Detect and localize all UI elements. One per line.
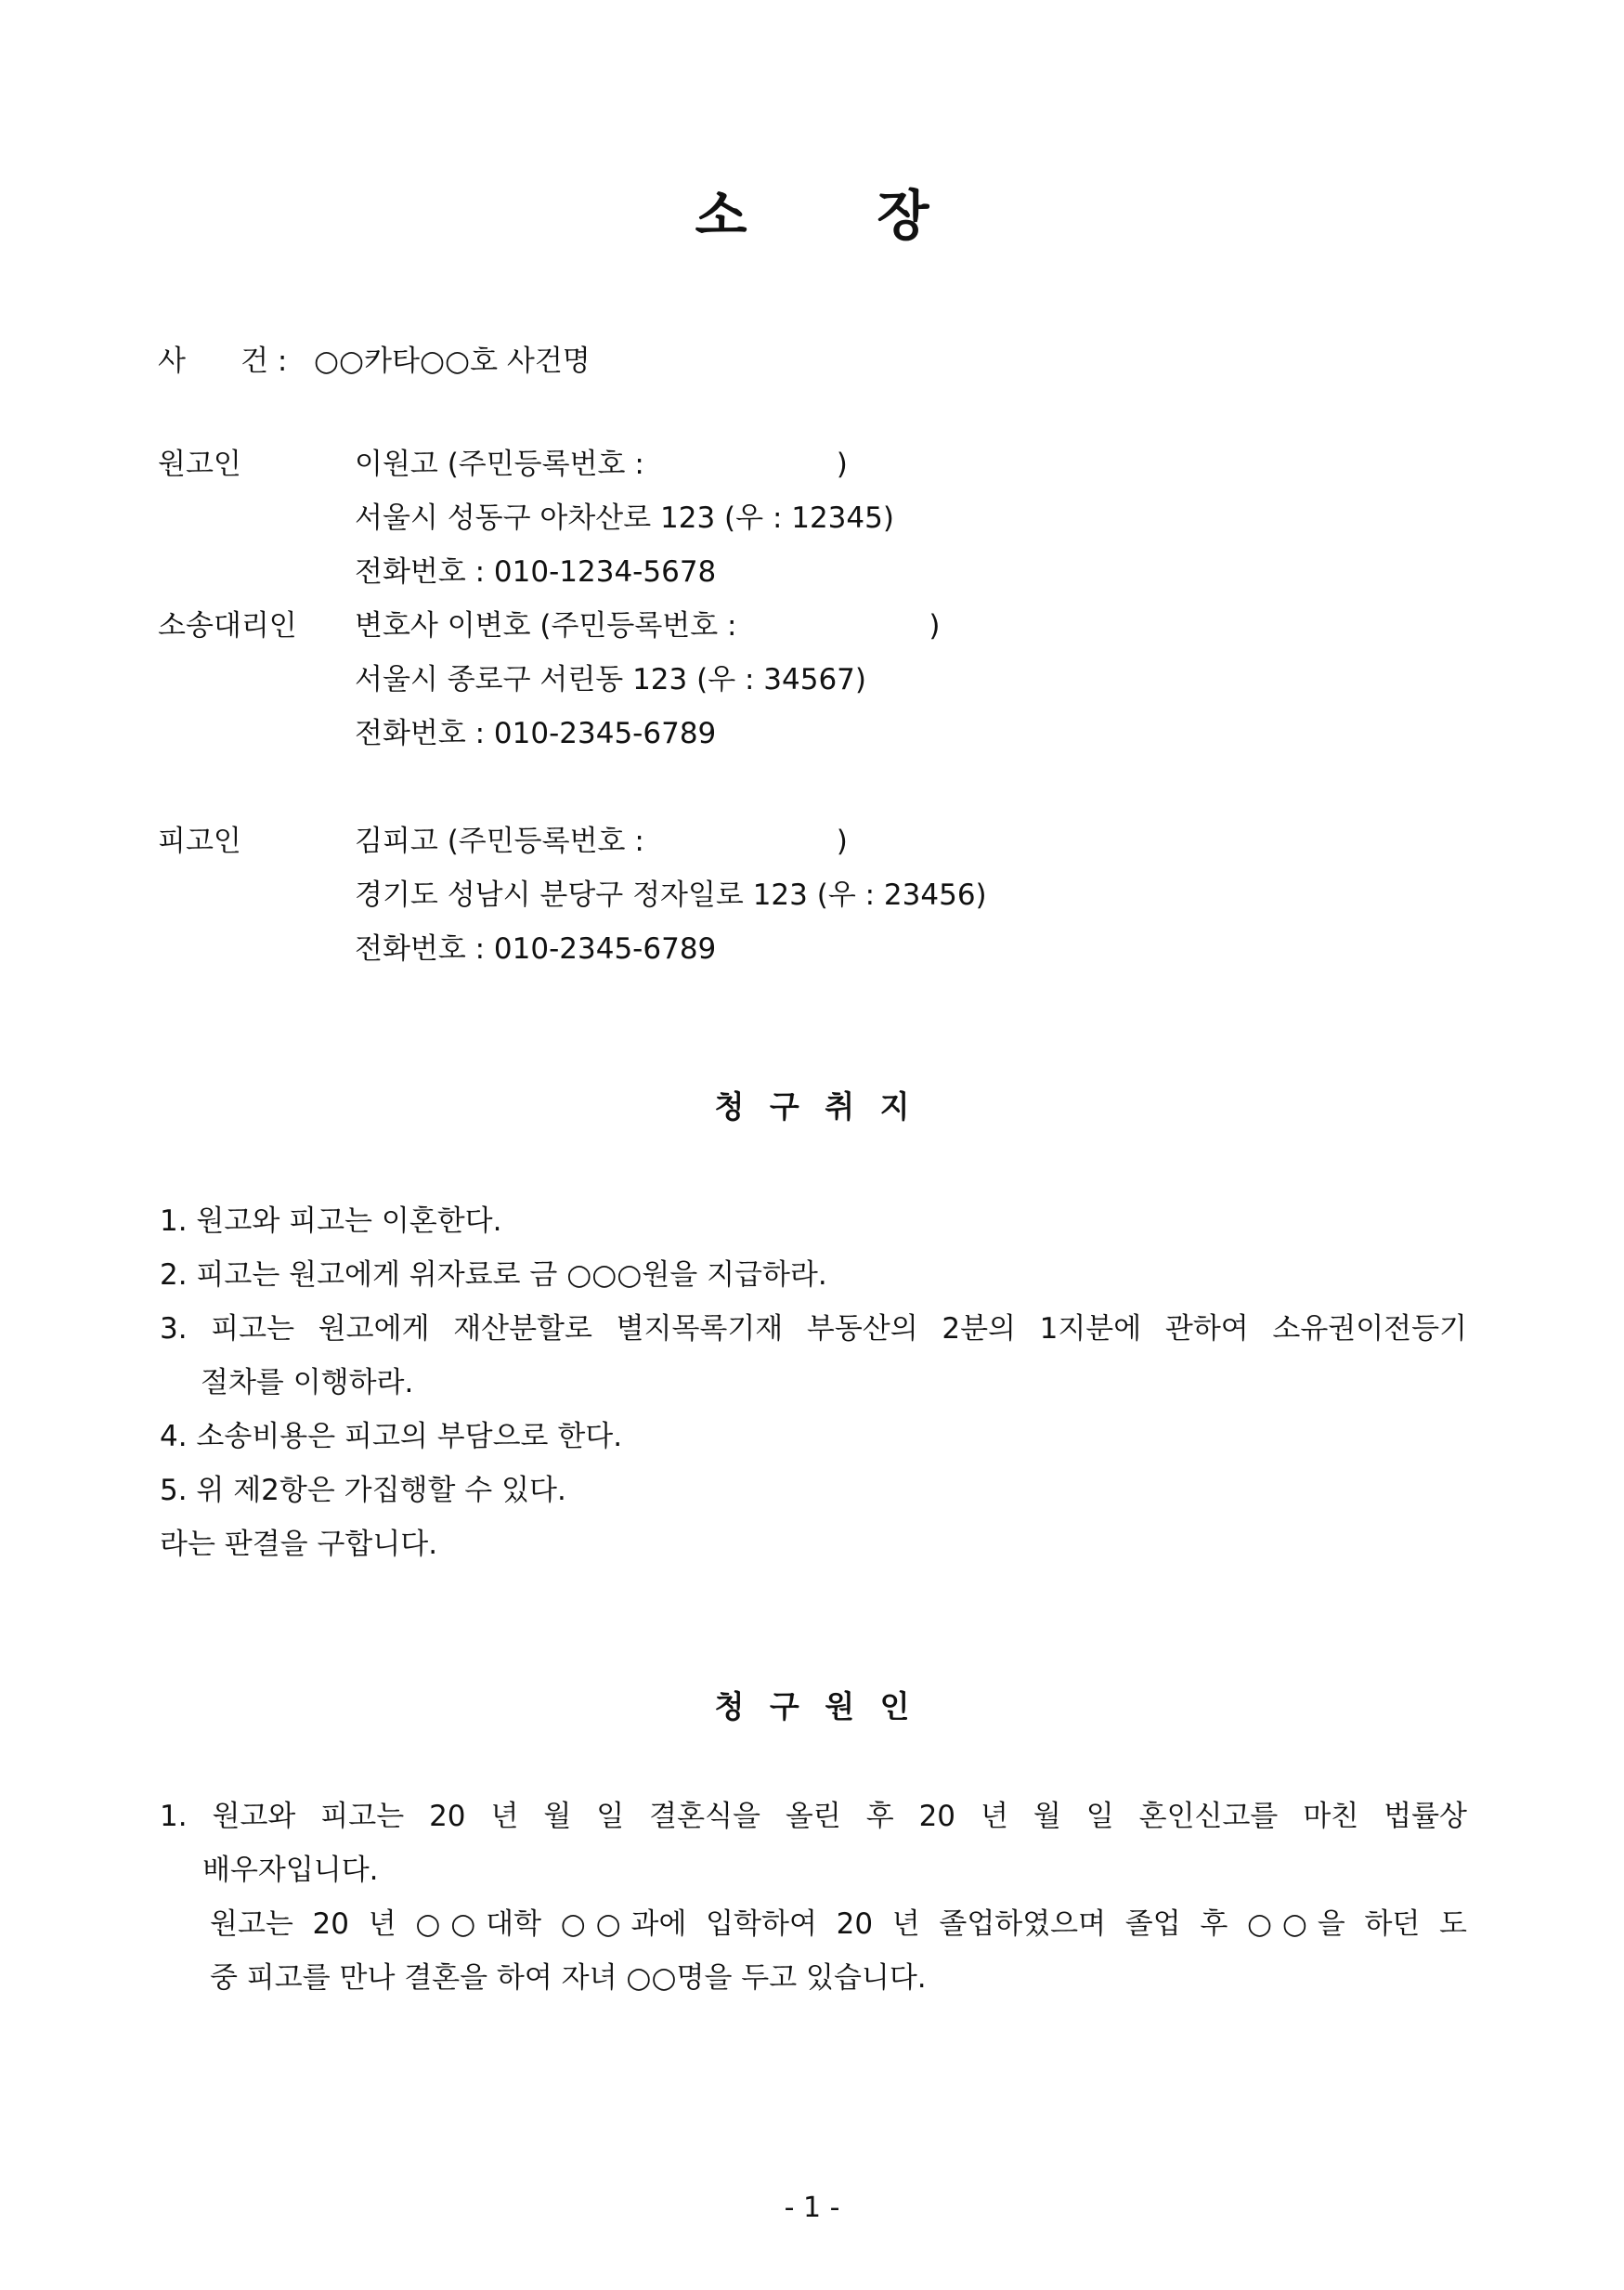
claim-purpose-item-5: 5. 위 제2항은 가집행할 수 있다. [160, 1474, 566, 1507]
heading-char: 인 [879, 1688, 910, 1724]
title-char-2: 장 [877, 184, 929, 247]
heading-char: 청 [714, 1088, 745, 1125]
claim-cause-paragraph-line-2: 중 피고를 만나 결혼을 하여 자녀 ○○명을 두고 있습니다. [210, 1961, 927, 1995]
heading-char: 구 [769, 1688, 799, 1724]
document-title [0, 172, 1624, 250]
defendant-name-line: 김피고 (주민등록번호 : ) [355, 825, 848, 858]
claim-purpose-heading [0, 1086, 1624, 1127]
heading-char: 취 [825, 1088, 855, 1125]
plaintiff-label: 원고인 [158, 448, 241, 481]
claim-cause-paragraph-line-1: 원고는 20 년 ○○대학 ○○과에 입학하여 20 년 졸업하였으며 졸업 후 ○○을 하던 도 [210, 1907, 1467, 1941]
heading-char: 원 [825, 1688, 855, 1724]
defendant-phone: 전화번호 : 010-2345-6789 [355, 932, 717, 966]
claim-purpose-item-4: 4. 소송비용은 피고의 부담으로 한다. [160, 1420, 623, 1453]
attorney-address: 서울시 종로구 서린동 123 (우 : 34567) [355, 663, 867, 696]
defendant-label: 피고인 [158, 825, 241, 858]
attorney-name-line: 변호사 이변호 (주민등록번호 : ) [355, 609, 941, 643]
claim-purpose-item-1: 1. 원고와 피고는 이혼한다. [160, 1204, 502, 1238]
heading-char: 청 [714, 1688, 745, 1724]
page-number: - 1 - [784, 2192, 840, 2224]
heading-char: 구 [769, 1088, 799, 1125]
case-value: ○○카타○○호 사건명 [314, 345, 591, 378]
title-char-1: 소 [695, 184, 747, 247]
plaintiff-name-line: 이원고 (주민등록번호 : ) [355, 448, 848, 481]
plaintiff-phone: 전화번호 : 010-1234-5678 [355, 555, 717, 589]
claim-purpose-item-3-continued: 절차를 이행하라. [201, 1366, 414, 1399]
attorney-phone: 전화번호 : 010-2345-6789 [355, 717, 717, 750]
heading-char: 지 [879, 1088, 910, 1125]
attorney-label: 소송대리인 [158, 609, 297, 643]
claim-cause-heading [0, 1686, 1624, 1727]
defendant-address: 경기도 성남시 분당구 정자일로 123 (우 : 23456) [355, 878, 987, 912]
plaintiff-address: 서울시 성동구 아차산로 123 (우 : 12345) [355, 501, 894, 535]
case-label: 사 건 : [158, 345, 288, 378]
claim-cause-item-1-continued: 배우자입니다. [202, 1854, 379, 1887]
claim-cause-item-1: 1. 원고와 피고는 20 년 월 일 결혼식을 올린 후 20 년 월 일 혼인신고를 마친 법률상 [160, 1800, 1467, 1833]
claim-purpose-item-2: 2. 피고는 원고에게 위자료로 금 ○○○원을 지급하라. [160, 1258, 827, 1292]
claim-purpose-closing: 라는 판결을 구합니다. [160, 1528, 438, 1561]
claim-purpose-item-3: 3. 피고는 원고에게 재산분할로 별지목록기재 부동산의 2분의 1지분에 관하여 소유권이전등기 [160, 1312, 1467, 1346]
